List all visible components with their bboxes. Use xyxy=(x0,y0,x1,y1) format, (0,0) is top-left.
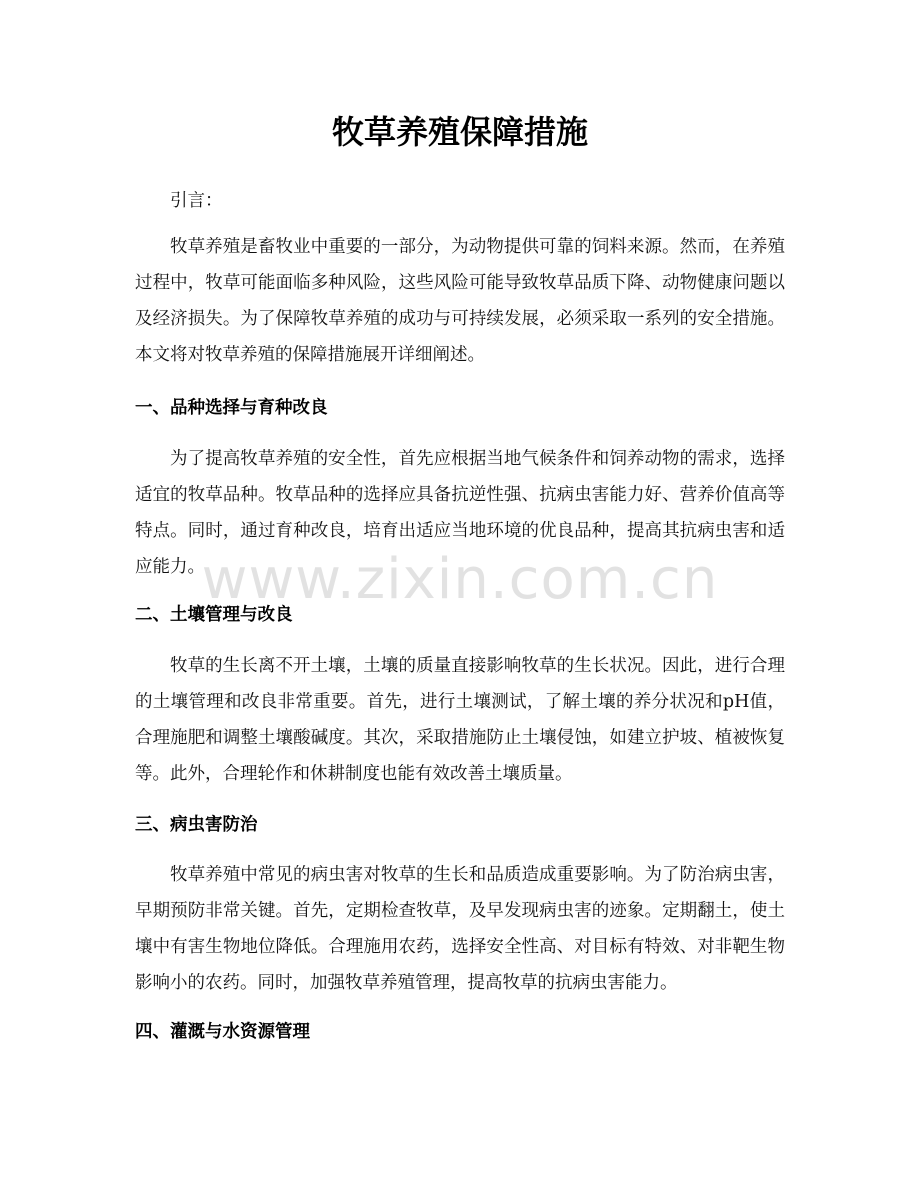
watermark-text: www.zixin.com.cn xyxy=(201,547,719,612)
section-paragraph-1: 为了提高牧草养殖的安全性，首先应根据当地气候条件和饲养动物的需求，选择适宜的牧草品种。牧草品种的选择应具备抗逆性强、抗病虫害能力好、营养价值高等特点。同时，通过育种改良，培育出适应当地环境的优良品种，提高其抗病虫害和适应能力。 xyxy=(135,449,785,577)
section-heading-4: 四、灌溉与水资源管理 xyxy=(135,1022,310,1042)
section-heading-3: 三、病虫害防治 xyxy=(135,815,258,835)
section-paragraph-3: 牧草养殖中常见的病虫害对牧草的生长和品质造成重要影响。为了防治病虫害，早期预防非常关键。首先，定期检查牧草，及早发现病虫害的迹象。定期翻土，使土壤中有害生物地位降低。合理施用农药，选择安全性高、对目标有特效、对非靶生物影响小的农药。同时，加强牧草养殖管理，提高牧草的抗病虫害能力。 xyxy=(135,865,785,993)
section-heading-2: 二、土壤管理与改良 xyxy=(135,605,293,625)
intro-label: 引言： xyxy=(170,191,223,211)
section-heading-1: 一、品种选择与育种改良 xyxy=(135,398,328,418)
document-title: 牧草养殖保障措施 xyxy=(331,113,588,151)
intro-paragraph: 牧草养殖是畜牧业中重要的一部分，为动物提供可靠的饲料来源。然而，在养殖过程中，牧草可能面临多种风险，这些风险可能导致牧草品质下降、动物健康问题以及经济损失。为了保障牧草养殖的成功与可持续发展，必须采取一系列的安全措施。本文将对牧草养殖的保障措施展开详细阐述。 xyxy=(135,237,785,365)
section-paragraph-2: 牧草的生长离不开土壤，土壤的质量直接影响牧草的生长状况。因此，进行合理的土壤管理和改良非常重要。首先，进行土壤测试，了解土壤的养分状况和pH值，合理施肥和调整土壤酸碱度。其次，采取措施防止土壤侵蚀，如建立护坡、植被恢复等。此外，合理轮作和休耕制度也能有效改善土壤质量。 xyxy=(135,656,785,784)
